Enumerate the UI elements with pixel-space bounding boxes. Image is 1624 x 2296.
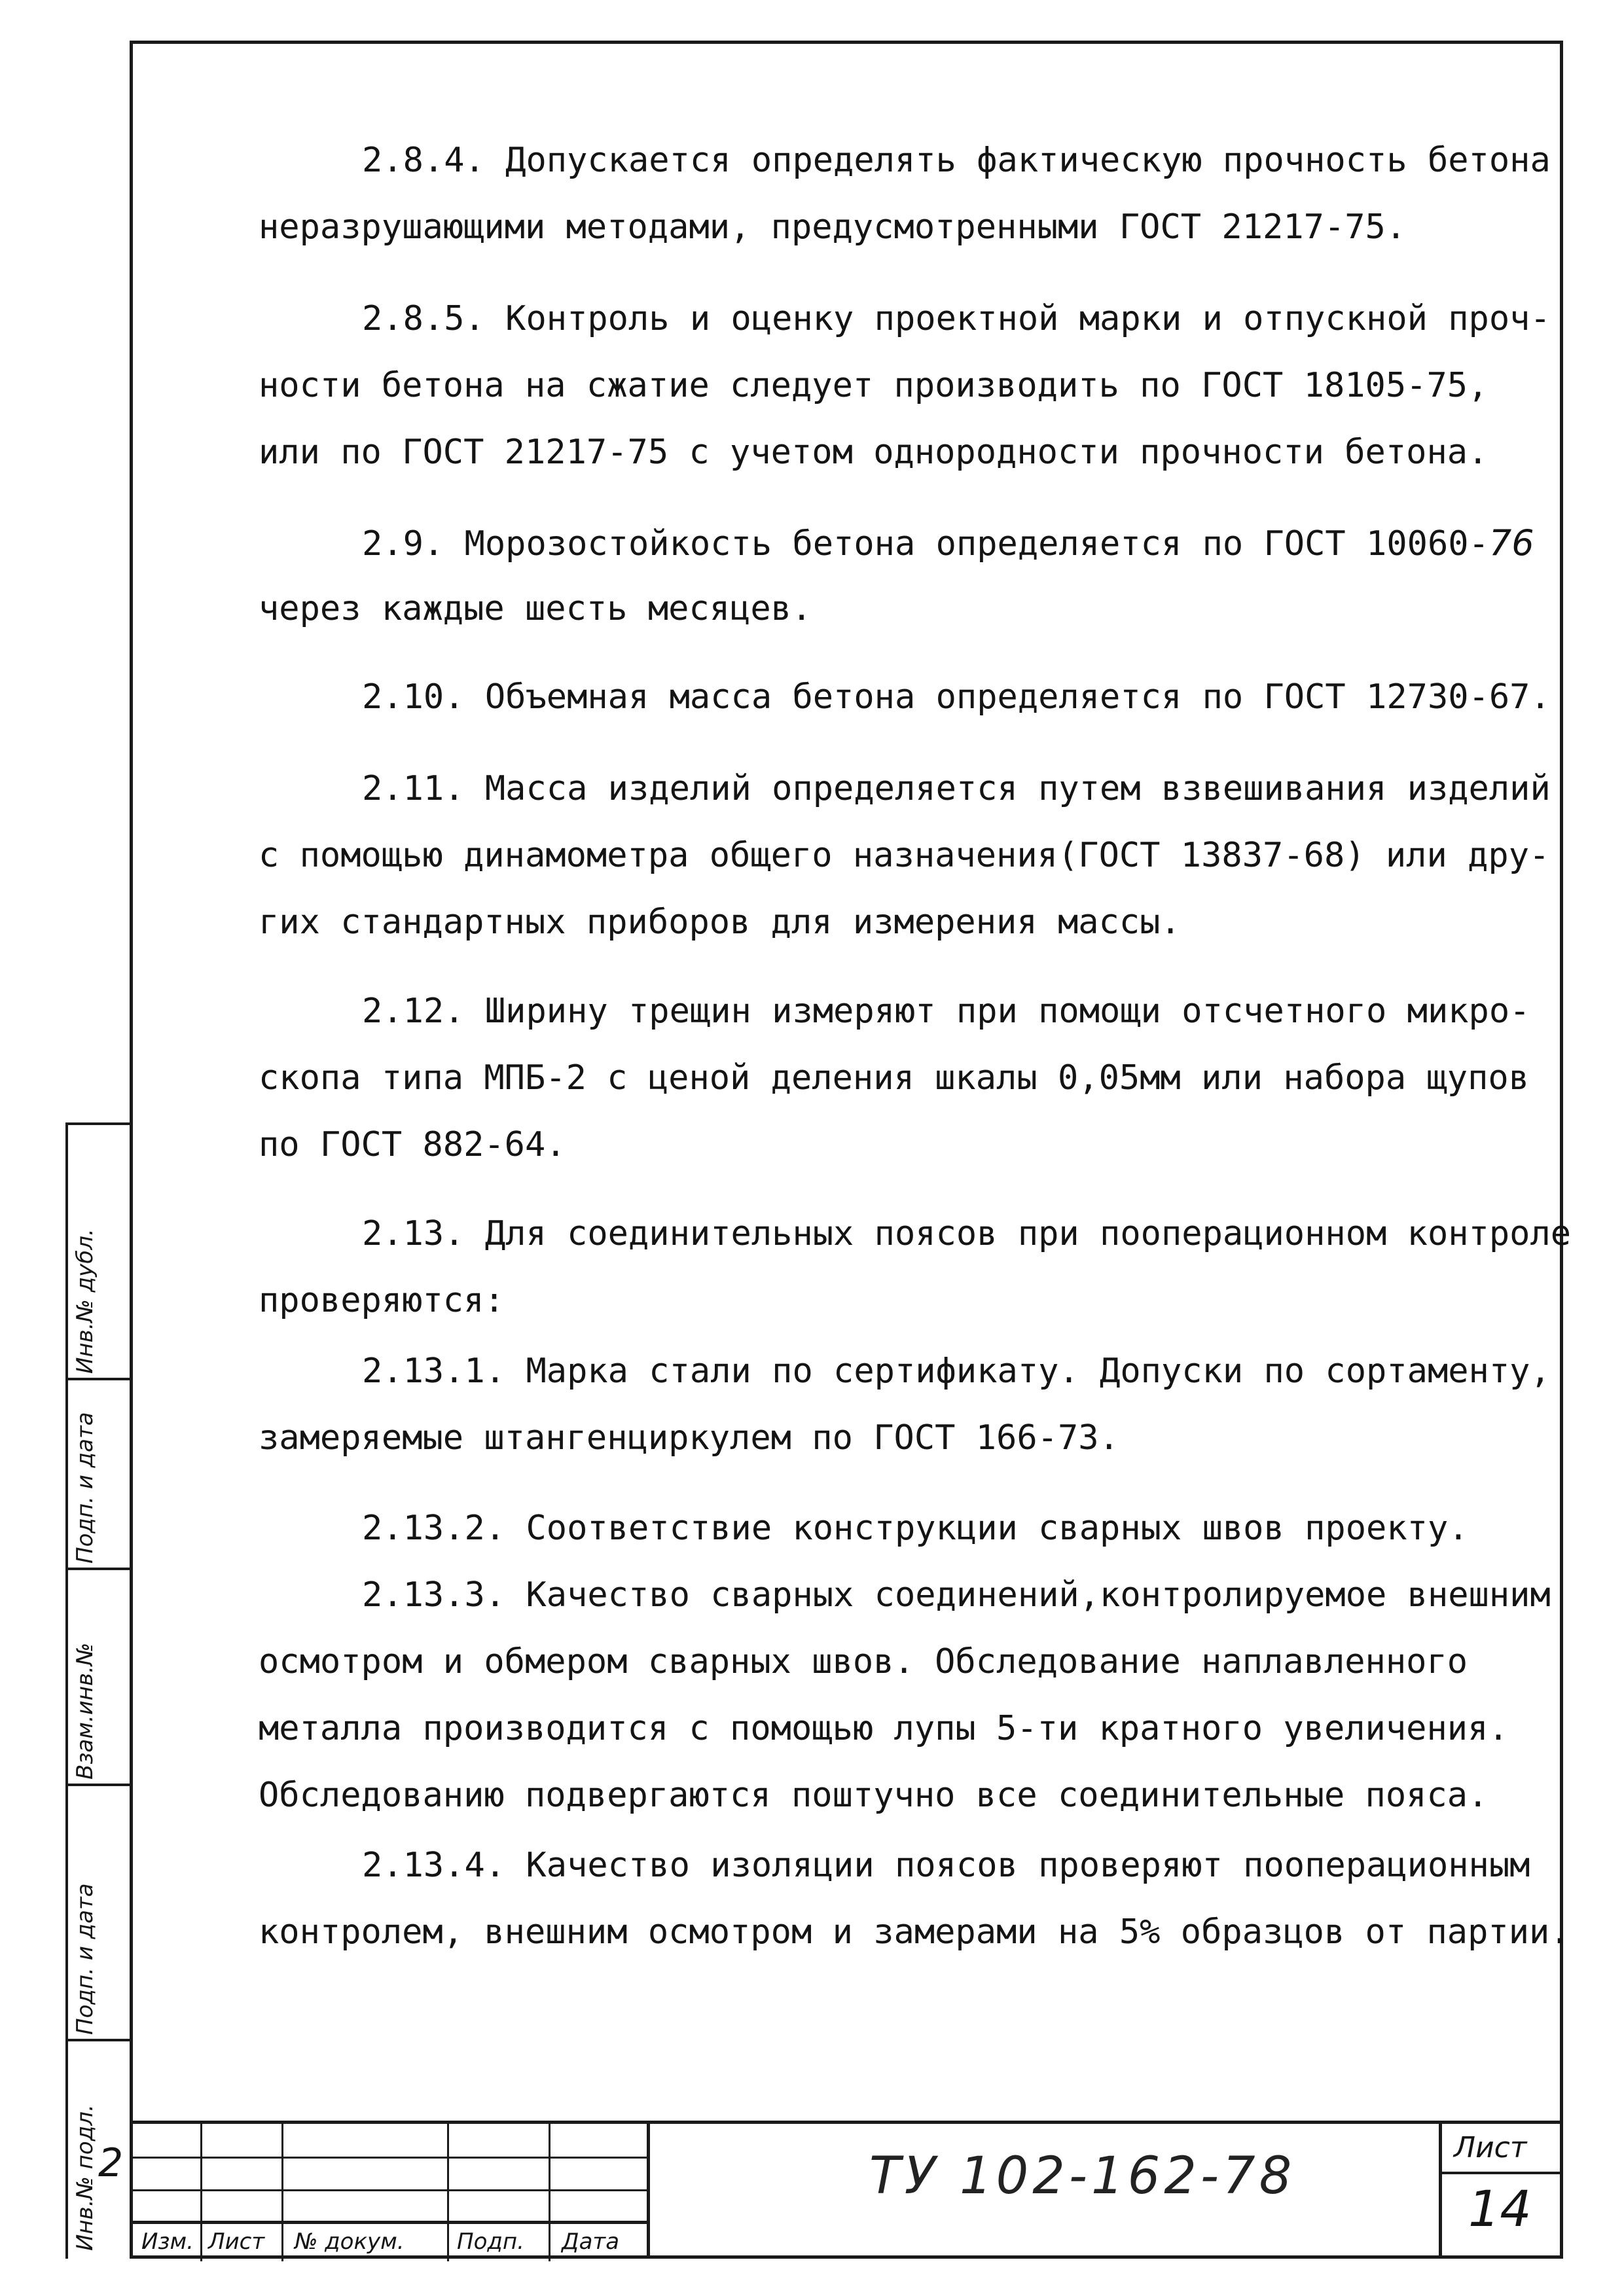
title-block-divider <box>647 2121 650 2258</box>
sidebar-label-podp-2: Подп. и дата <box>72 1883 98 2035</box>
sheet-separator <box>1442 2172 1563 2174</box>
revision-col-line <box>549 2124 550 2261</box>
revision-row-line <box>130 2221 647 2224</box>
col-header-dokum: № докум. <box>295 2229 405 2255</box>
revision-col-line <box>200 2124 202 2261</box>
sidebar-label-inv-podl: Инв.№ подл. <box>72 2104 98 2251</box>
para-2-13-3-line1: 2.13.3. Качество сварных соединений,контролируемое внешним <box>362 1575 1551 1615</box>
col-header-data: Дата <box>562 2229 620 2255</box>
para-2-13-1-line2: замеряемые штангенциркулем по ГОСТ 166-73. <box>259 1418 1119 1458</box>
para-2-11-line3: гих стандартных приборов для измерения массы. <box>259 903 1181 942</box>
revision-grid <box>130 2121 647 2258</box>
para-2-13-2-line1: 2.13.2. Соответствие конструкции сварных швов проекту. <box>362 1509 1469 1548</box>
para-2-11-line1: 2.11. Масса изделий определяется путем взвешивания изделий <box>362 769 1551 808</box>
revision-col-line <box>281 2124 283 2261</box>
handwritten-mark: 2 <box>98 2140 124 2186</box>
sheet-number-box <box>1439 2121 1563 2258</box>
sheet-label: Лист <box>1454 2131 1527 2164</box>
para-2-13-3-line3: металла производится с помощью лупы 5-ти кратного увеличения. <box>259 1709 1509 1748</box>
para-2-8-5-line1: 2.8.5. Контроль и оценку проектной марки и отпускной проч- <box>362 299 1551 338</box>
handwritten-correction: 76 <box>1489 522 1534 564</box>
revision-col-line <box>447 2124 449 2261</box>
para-2-11-line2: с помощью динамометра общего назначения(ГОСТ 13837-68) или дру- <box>259 836 1550 875</box>
sidebar-label-vzam: Взам.инв.№ <box>72 1642 98 1780</box>
para-2-13-line1: 2.13. Для соединительных поясов при пооперационном контроле <box>362 1214 1572 1253</box>
title-block <box>130 2121 1563 2258</box>
left-stamp-column <box>65 1122 130 2259</box>
para-2-12-line3: по ГОСТ 882-64. <box>259 1125 566 1164</box>
para-2-13-4-line1: 2.13.4. Качество изоляции поясов проверяют пооперационным <box>362 1846 1530 1885</box>
para-2-9-line1 <box>362 522 1534 564</box>
para-2-9-text: 2.9. Морозостойкость бетона определяется по ГОСТ 10060- <box>362 524 1489 564</box>
sidebar-cell-podp-1 <box>68 1380 130 1570</box>
para-2-13-4-line2: контролем, внешним осмотром и замерами на 5% образцов от партии. <box>259 1912 1570 1952</box>
document-code: ТУ 102-162-78 <box>869 2147 1296 2206</box>
para-2-12-line1: 2.12. Ширину трещин измеряют при помощи отсчетного микро- <box>362 992 1530 1031</box>
para-2-8-4-line2: неразрушающими методами, предусмотренными ГОСТ 21217-75. <box>259 207 1407 247</box>
sheet-number: 14 <box>1468 2179 1532 2238</box>
para-2-13-3-line2: осмотром и обмером сварных швов. Обследование наплавленного <box>259 1642 1468 1681</box>
sidebar-label-inv-dubl: Инв.№ дубл. <box>72 1229 98 1374</box>
para-2-8-5-line2: ности бетона на сжатие следует производить по ГОСТ 18105-75, <box>259 366 1489 405</box>
para-2-12-line2: скопа типа МПБ-2 с ценой деления шкалы 0,05мм или набора щупов <box>259 1058 1530 1098</box>
col-header-podp: Подп. <box>457 2229 524 2255</box>
sidebar-cell-vzam <box>68 1570 130 1786</box>
para-2-8-5-line3: или по ГОСТ 21217-75 с учетом однородности прочности бетона. <box>259 433 1489 472</box>
sidebar-cell-inv-dubl <box>68 1125 130 1380</box>
col-header-list: Лист <box>208 2229 265 2255</box>
para-2-13-3-line4: Обследованию подвергаются поштучно все соединительные пояса. <box>259 1776 1489 1815</box>
para-2-10-line1: 2.10. Объемная масса бетона определяется по ГОСТ 12730-67. <box>362 677 1551 717</box>
para-2-13-line2: проверяются: <box>259 1281 505 1320</box>
revision-row-line <box>130 2189 647 2191</box>
para-2-9-line2: через каждые шесть месяцев. <box>259 589 812 628</box>
sidebar-label-podp-1: Подп. и дата <box>72 1412 98 1564</box>
sidebar-cell-podp-2 <box>68 1786 130 2041</box>
para-2-8-4-line1: 2.8.4. Допускается определять фактическую прочность бетона <box>362 141 1551 180</box>
revision-row-line <box>130 2157 647 2159</box>
para-2-13-1-line1: 2.13.1. Марка стали по сертификату. Допуски по сортаменту, <box>362 1352 1551 1391</box>
col-header-izm: Изм. <box>141 2229 194 2255</box>
